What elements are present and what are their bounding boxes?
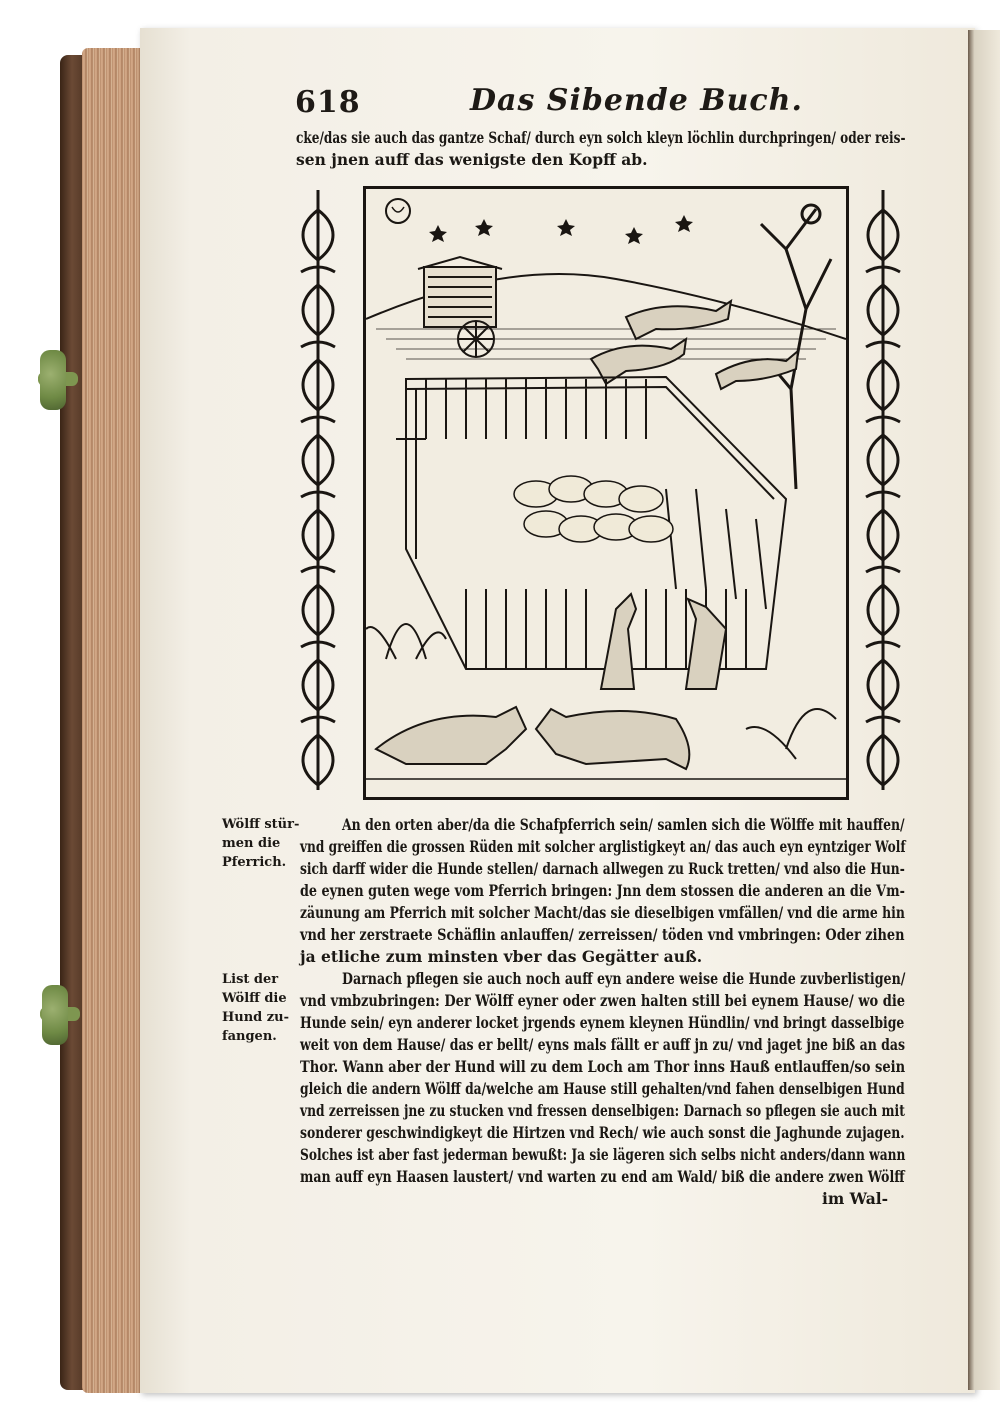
stars (429, 215, 693, 244)
woodcut-illustration (363, 186, 849, 800)
wolves-at-fence (601, 594, 726, 689)
tree (761, 205, 831, 489)
clasp-tie-top (40, 350, 66, 410)
text-line: gleich die andern Wölff da/welche am Hause still gehalten/vnd fahen denselbigen Hund (300, 1079, 905, 1098)
margin-note-line: Hund zu- (222, 1010, 290, 1025)
text-line: Darnach pflegen sie auch noch auff eyn andere weise die Hunde zuvberlistigen/ (342, 969, 906, 988)
margin-note-line: fangen. (222, 1029, 277, 1044)
margin-note-line: men die (222, 836, 281, 851)
text-line: sen jnen auff das wenigste den Kopff ab. (296, 150, 648, 169)
text-line: cke/das sie auch das gantze Schaf/ durch eyn solch kleyn löchlin durchpringen/ oder reis- (296, 128, 906, 147)
ornamental-border-right (858, 190, 908, 790)
woodcut-figure (293, 182, 910, 804)
page-header (295, 85, 905, 125)
ornamental-border-left (293, 190, 343, 790)
sheep-flock (514, 476, 673, 542)
margin-note-wolves-storm (222, 815, 299, 872)
text-line: sich darff wider die Hunde stellen/ darnach allwegen zu Ruck tretten/ vnd also die Hun- (300, 859, 905, 878)
moon-icon (386, 199, 410, 223)
text-line: zäunung am Pferrich mit solcher Macht/das sie dieselbigen vmfällen/ vnd die arme hin (300, 903, 905, 922)
margin-note-wolves-trick (222, 970, 289, 1046)
text-line: vnd her zerstraete Schäflin anlauffen/ zerreissen/ töden vnd vmbringen: Oder zihen (300, 925, 905, 944)
text-line: de eynen guten wege vom Pferrich bringen: Jnn dem stossen die anderen an die Vm- (300, 881, 905, 900)
page-number: 618 (295, 85, 361, 120)
text-line: Thor. Wann aber der Hund will zu dem Loch am Thor inns Hauß entlauffen/so sein (300, 1057, 906, 1076)
margin-note-line: Pferrich. (222, 855, 287, 870)
clasp-tie-bottom (42, 985, 68, 1045)
text-line: Solches ist aber fast jederman bewußt: Ja sie lägeren sich selbs nicht anders/dann wann (300, 1145, 906, 1164)
text-line: ja etliche zum minsten vber das Gegätter auß. (300, 947, 703, 966)
text-line: vnd zerreissen jne zu stucken vnd fressen denselbigen: Darnach so pflegen sie auch mit (300, 1101, 905, 1120)
margin-note-line: Wölff die (222, 991, 287, 1006)
facing-page-edge (968, 30, 1000, 1390)
text-line: Hunde sein/ eyn anderer locket jrgends eynem kleynen Hündlin/ vnd bringt dasselbige (300, 1013, 905, 1032)
text-line: vnd greiffen die grossen Rüden mit solcher arglistigkeyt an/ das auch eyn eyntziger Wolf (300, 837, 906, 856)
shepherd-hut (418, 257, 502, 357)
text-line: man auff eyn Haasen laustert/ vnd warten zu end am Wald/ biß die andere zwen Wölff (300, 1167, 905, 1186)
margin-note-line: Wölff stür- (222, 817, 300, 832)
text-line: weit von dem Hause/ das er bellt/ eyns mals fällt er auff jn zu/ vnd jaget jne biß an das (300, 1035, 906, 1054)
text-line: im Wal- (822, 1189, 889, 1208)
margin-note-line: List der (222, 972, 279, 987)
text-line: vnd vmbzubringen: Der Wölff eyner oder zwen halten still bei eynem Hause/ wo die (300, 991, 906, 1010)
text-line: sonderer geschwindigkeyt die Hirtzen vnd Rech/ wie auch sonst die Jaghunde zujagen. (300, 1123, 905, 1142)
running-title: Das Sibende Buch. (470, 83, 803, 118)
fighting-wolves (376, 707, 689, 769)
text-line: An den orten aber/da die Schafpferrich sein/ samlen sich die Wölffe mit hauffen/ (342, 815, 905, 834)
